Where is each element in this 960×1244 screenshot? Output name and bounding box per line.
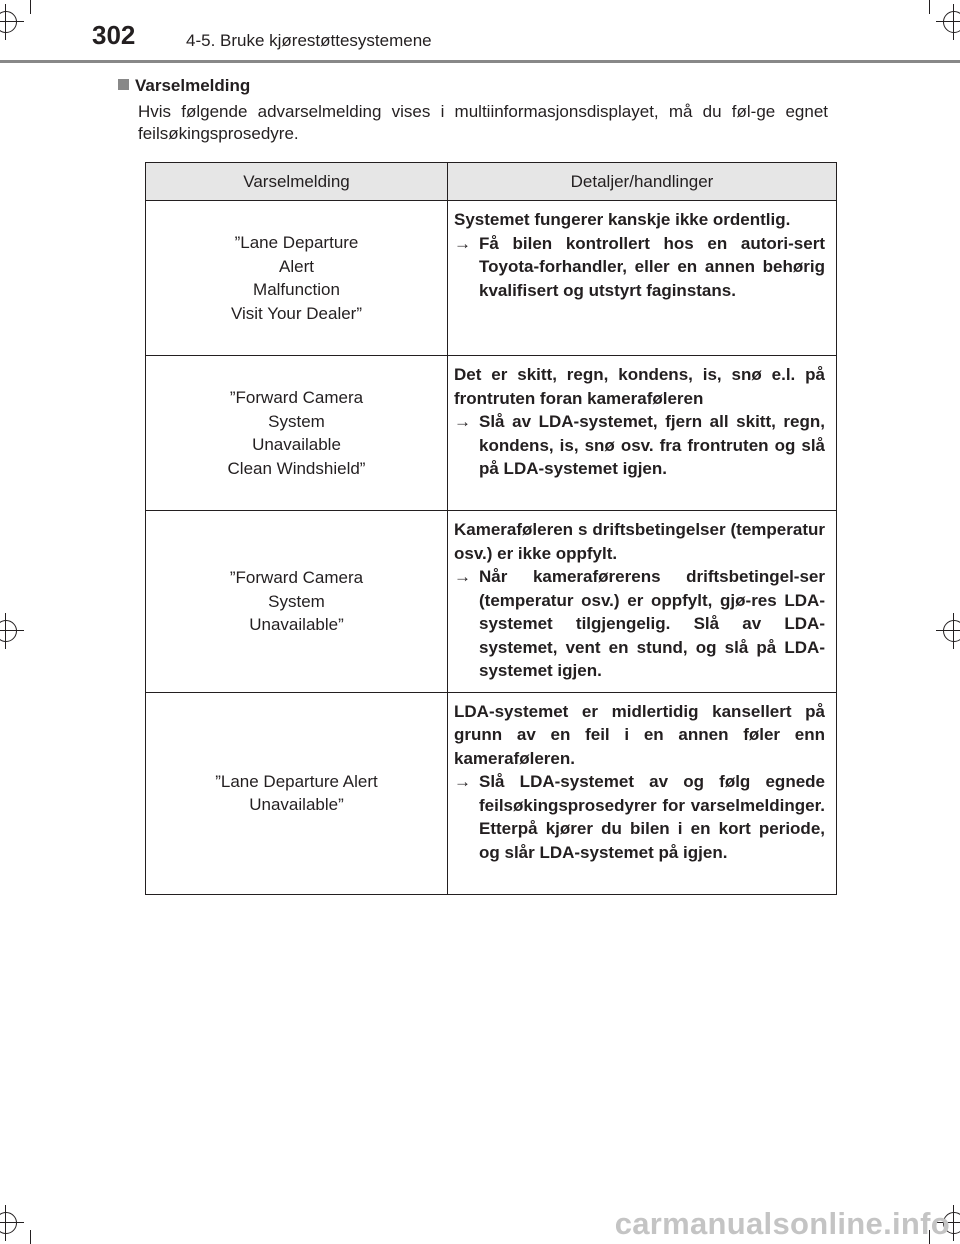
- warning-message-table: [145, 162, 837, 895]
- arrow-right-icon: →: [454, 412, 471, 431]
- action-item: [454, 770, 825, 864]
- action-text: Slå LDA-systemet av og følg egnede feilsøkingsprosedyrer for varselmeldinger. Etterpå kjører du bilen i en kort periode, og slår LDA-systemet på igjen.: [479, 772, 825, 862]
- registration-mark-top-left: [0, 4, 24, 40]
- action-text: Slå av LDA-systemet, fjern all skitt, regn, kondens, is, snø osv. fra frontruten og slå på LDA-systemet igjen.: [479, 412, 825, 478]
- details-cell: [448, 356, 837, 511]
- detail-description: LDA-systemet er midlertidig kansellert på grunn av en feil i en annen føler enn kameraføleren.: [454, 701, 825, 768]
- details-cell: [448, 692, 837, 894]
- details-cell: [448, 511, 837, 693]
- page-number: 302: [92, 20, 136, 50]
- message-line: ”Forward Camera: [229, 388, 364, 407]
- registration-mark-bottom-left: [0, 1205, 24, 1241]
- arrow-right-icon: →: [454, 567, 471, 586]
- message-line: System: [268, 591, 325, 611]
- chapter-title: 4-5. Bruke kjørestøttesystemene: [186, 31, 432, 50]
- table-row: [146, 201, 837, 356]
- warning-message-cell: [146, 511, 448, 693]
- action-item: [454, 410, 825, 481]
- warning-message-cell: [146, 356, 448, 511]
- section-heading: [118, 76, 250, 96]
- message-line: ”Lane Departure Alert: [215, 771, 378, 791]
- table-row: [146, 692, 837, 894]
- message-line: System: [268, 411, 325, 431]
- detail-description: Kameraføleren s driftsbetingelser (temperatur osv.) er ikke oppfylt.: [454, 520, 825, 563]
- message-line: Unavailable”: [249, 795, 344, 814]
- message-line: Malfunction: [253, 280, 340, 299]
- action-item: [454, 232, 825, 303]
- arrow-right-icon: →: [454, 233, 471, 253]
- header-divider: [0, 60, 960, 63]
- crop-line-bottom-left: [30, 1230, 31, 1244]
- column-header-message: Varselmelding: [146, 163, 448, 201]
- action-text: Få bilen kontrollert hos en autori-sert Toyota-forhandler, eller en annen behørig kvalifisert og utstyrt faginstans.: [479, 233, 825, 300]
- section-title: Varselmelding: [135, 76, 251, 95]
- crop-line-top-right: [929, 0, 930, 14]
- arrow-right-icon: →: [454, 772, 471, 791]
- message-line: ”Lane Departure: [234, 233, 359, 252]
- detail-description: Det er skitt, regn, kondens, is, snø e.l. på frontruten foran kameraføleren: [454, 365, 825, 408]
- warning-message-cell: [146, 201, 448, 356]
- message-line: Alert: [279, 256, 314, 276]
- details-cell: [448, 201, 837, 356]
- column-header-details: Detaljer/handlinger: [448, 163, 837, 201]
- message-line: Clean Windshield”: [227, 458, 366, 478]
- crop-line-top-left: [30, 0, 31, 14]
- intro-paragraph: Hvis følgende advarselmelding vises i multiinformasjonsdisplayet, må du føl-ge egnet feilsøkingsprosedyre.: [138, 102, 828, 143]
- detail-description: Systemet fungerer kanskje ikke ordentlig.: [454, 210, 791, 229]
- table-row: [146, 511, 837, 693]
- table-header-row: [146, 163, 837, 201]
- registration-mark-mid-left: [0, 613, 24, 649]
- action-item: [454, 565, 825, 683]
- message-line: Unavailable: [252, 435, 341, 454]
- message-line: Visit Your Dealer”: [230, 303, 363, 323]
- message-line: Unavailable”: [249, 615, 344, 634]
- registration-mark-mid-right: [936, 613, 960, 649]
- watermark: carmanualsonline.info: [614, 1206, 950, 1241]
- message-line: ”Forward Camera: [229, 568, 364, 587]
- action-text: Når kameraførerens driftsbetingel-ser (temperatur osv.) er oppfylt, gjø-res LDA-systemet tilgjengelig. Slå av LDA-systemet, vent en stund, og slå på LDA-systemet igjen.: [479, 567, 825, 680]
- table-row: [146, 356, 837, 511]
- registration-mark-top-right: [936, 4, 960, 40]
- warning-message-cell: [146, 692, 448, 894]
- square-bullet-icon: [118, 79, 129, 90]
